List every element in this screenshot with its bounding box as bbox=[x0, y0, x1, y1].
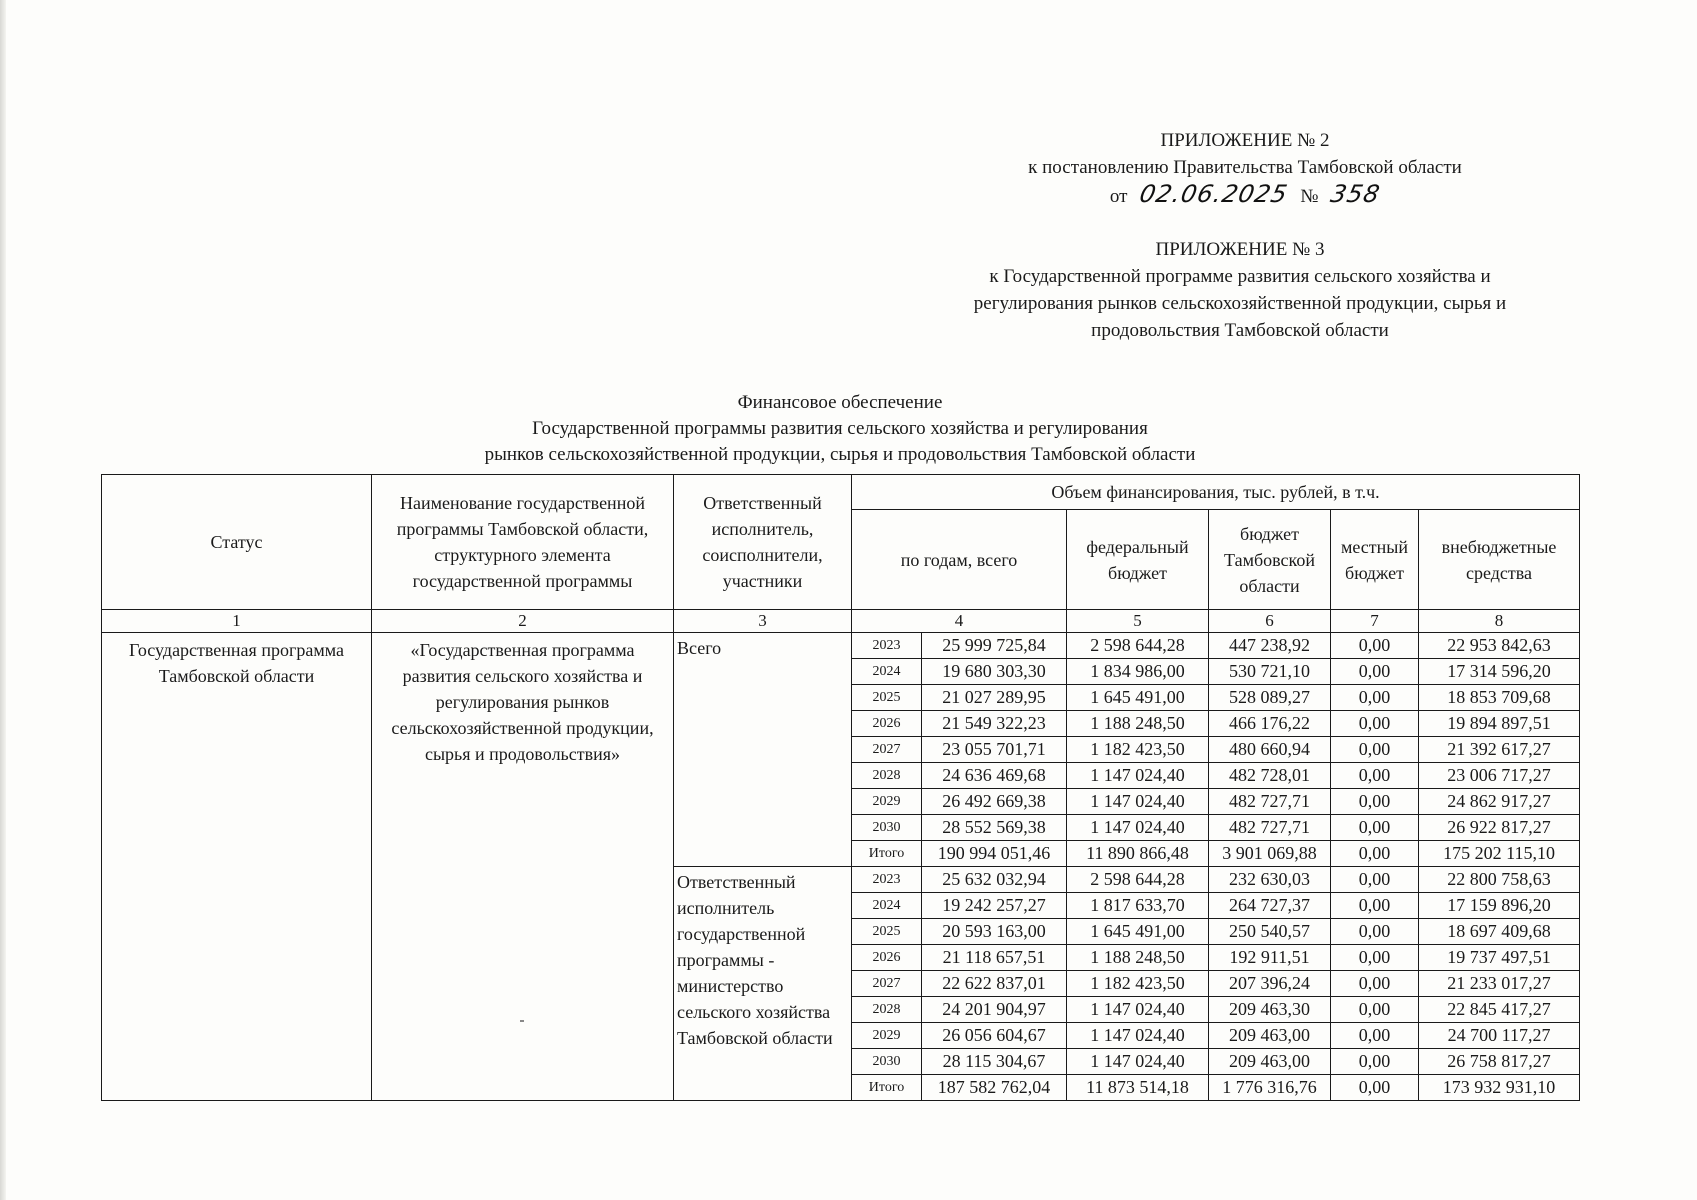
header-federal: федеральный бюджет bbox=[1067, 510, 1209, 610]
header-volume: Объем финансирования, тыс. рублей, в т.ч. bbox=[852, 475, 1580, 510]
title-line1: Финансовое обеспечение bbox=[737, 392, 943, 413]
local-cell: 0,00 bbox=[1331, 1023, 1419, 1049]
total-cell: 28 552 569,38 bbox=[922, 815, 1067, 841]
from-label: от bbox=[1109, 186, 1128, 207]
federal-cell: 1 147 024,40 bbox=[1067, 789, 1209, 815]
local-cell: 0,00 bbox=[1331, 737, 1419, 763]
federal-cell: 2 598 644,28 bbox=[1067, 633, 1209, 659]
handwritten-number: 358 bbox=[1328, 180, 1384, 208]
header-executor: Ответственный исполнитель, соисполнители, участники bbox=[674, 475, 852, 610]
total-cell: 21 118 657,51 bbox=[922, 945, 1067, 971]
federal-cell: 1 147 024,40 bbox=[1067, 815, 1209, 841]
extra-cell: 24 700 117,27 bbox=[1419, 1023, 1580, 1049]
regional-cell: 209 463,00 bbox=[1209, 1049, 1331, 1075]
year-cell: 2023 bbox=[852, 867, 922, 893]
federal-cell: 11 890 866,48 bbox=[1067, 841, 1209, 867]
extra-cell: 17 159 896,20 bbox=[1419, 893, 1580, 919]
header-by-years: по годам, всего bbox=[852, 510, 1067, 610]
regional-cell: 447 238,92 bbox=[1209, 633, 1331, 659]
extra-cell: 22 800 758,63 bbox=[1419, 867, 1580, 893]
year-cell: 2028 bbox=[852, 763, 922, 789]
regional-cell: 209 463,00 bbox=[1209, 1023, 1331, 1049]
year-cell: 2030 bbox=[852, 1049, 922, 1075]
year-cell: 2028 bbox=[852, 997, 922, 1023]
year-cell: 2030 bbox=[852, 815, 922, 841]
local-cell: 0,00 bbox=[1331, 867, 1419, 893]
appendix-3-line3: продовольствия Тамбовской области bbox=[1091, 320, 1389, 341]
total-cell: 22 622 837,01 bbox=[922, 971, 1067, 997]
local-cell: 0,00 bbox=[1331, 685, 1419, 711]
federal-cell: 1 147 024,40 bbox=[1067, 763, 1209, 789]
extra-cell: 19 737 497,51 bbox=[1419, 945, 1580, 971]
document-title bbox=[400, 390, 1280, 468]
regional-cell: 1 776 316,76 bbox=[1209, 1075, 1331, 1101]
program-name-cell: «Государственная программа развития сельского хозяйства и регулирования рынков сельскохозяйственной продукции, сырья и продовольствия» bbox=[372, 633, 674, 1101]
year-cell: 2024 bbox=[852, 659, 922, 685]
local-cell: 0,00 bbox=[1331, 711, 1419, 737]
federal-cell: 11 873 514,18 bbox=[1067, 1075, 1209, 1101]
federal-cell: 1 817 633,70 bbox=[1067, 893, 1209, 919]
year-cell: 2026 bbox=[852, 711, 922, 737]
financing-table bbox=[101, 474, 1580, 1101]
local-cell: 0,00 bbox=[1331, 997, 1419, 1023]
regional-cell: 232 630,03 bbox=[1209, 867, 1331, 893]
appendix-2-decree: к постановлению Правительства Тамбовской области bbox=[1028, 157, 1462, 178]
extra-cell: 23 006 717,27 bbox=[1419, 763, 1580, 789]
extra-cell: 22 845 417,27 bbox=[1419, 997, 1580, 1023]
title-line3: рынков сельскохозяйственной продукции, сырья и продовольствия Тамбовской области bbox=[484, 444, 1196, 465]
total-cell: 20 593 163,00 bbox=[922, 919, 1067, 945]
scan-mark bbox=[520, 1020, 524, 1022]
regional-cell: 209 463,30 bbox=[1209, 997, 1331, 1023]
header-local: местный бюджет bbox=[1331, 510, 1419, 610]
regional-cell: 466 176,22 bbox=[1209, 711, 1331, 737]
col-number: 5 bbox=[1067, 610, 1209, 633]
col-number: 1 bbox=[102, 610, 372, 633]
total-cell: 28 115 304,67 bbox=[922, 1049, 1067, 1075]
total-cell: 26 056 604,67 bbox=[922, 1023, 1067, 1049]
status-cell: Государственная программа Тамбовской области bbox=[102, 633, 372, 1101]
federal-cell: 1 147 024,40 bbox=[1067, 997, 1209, 1023]
year-cell: 2023 bbox=[852, 633, 922, 659]
year-cell: 2029 bbox=[852, 789, 922, 815]
year-cell: Итого bbox=[852, 1075, 922, 1101]
table-body bbox=[102, 633, 1580, 1101]
year-cell: Итого bbox=[852, 841, 922, 867]
federal-cell: 1 182 423,50 bbox=[1067, 737, 1209, 763]
local-cell: 0,00 bbox=[1331, 789, 1419, 815]
federal-cell: 1 188 248,50 bbox=[1067, 711, 1209, 737]
year-cell: 2025 bbox=[852, 919, 922, 945]
total-cell: 26 492 669,38 bbox=[922, 789, 1067, 815]
handwritten-date: 02.06.2025 bbox=[1137, 180, 1291, 208]
number-label: № bbox=[1300, 186, 1319, 207]
executor-cell: Всего bbox=[674, 633, 852, 867]
col-number: 8 bbox=[1419, 610, 1580, 633]
federal-cell: 1 188 248,50 bbox=[1067, 945, 1209, 971]
regional-cell: 3 901 069,88 bbox=[1209, 841, 1331, 867]
local-cell: 0,00 bbox=[1331, 633, 1419, 659]
appendix-2-block bbox=[1010, 127, 1480, 210]
year-cell: 2029 bbox=[852, 1023, 922, 1049]
header-regional: бюджет Тамбовской области bbox=[1209, 510, 1331, 610]
federal-cell: 2 598 644,28 bbox=[1067, 867, 1209, 893]
extra-cell: 21 233 017,27 bbox=[1419, 971, 1580, 997]
year-cell: 2027 bbox=[852, 737, 922, 763]
appendix-3-block bbox=[940, 236, 1540, 344]
title-line2: Государственной программы развития сельского хозяйства и регулирования bbox=[532, 418, 1148, 439]
executor-cell: Ответственный исполнитель государственной программы - министерство сельского хозяйства Тамбовской области bbox=[674, 867, 852, 1101]
total-cell: 25 999 725,84 bbox=[922, 633, 1067, 659]
local-cell: 0,00 bbox=[1331, 1075, 1419, 1101]
col-number: 6 bbox=[1209, 610, 1331, 633]
year-cell: 2025 bbox=[852, 685, 922, 711]
total-cell: 23 055 701,71 bbox=[922, 737, 1067, 763]
extra-cell: 173 932 931,10 bbox=[1419, 1075, 1580, 1101]
regional-cell: 530 721,10 bbox=[1209, 659, 1331, 685]
regional-cell: 528 089,27 bbox=[1209, 685, 1331, 711]
federal-cell: 1 834 986,00 bbox=[1067, 659, 1209, 685]
local-cell: 0,00 bbox=[1331, 945, 1419, 971]
local-cell: 0,00 bbox=[1331, 893, 1419, 919]
col-number: 2 bbox=[372, 610, 674, 633]
year-cell: 2027 bbox=[852, 971, 922, 997]
header-name: Наименование государственной программы Тамбовской области, структурного элемента государственной программы bbox=[372, 475, 674, 610]
total-cell: 21 027 289,95 bbox=[922, 685, 1067, 711]
total-cell: 21 549 322,23 bbox=[922, 711, 1067, 737]
extra-cell: 24 862 917,27 bbox=[1419, 789, 1580, 815]
total-cell: 25 632 032,94 bbox=[922, 867, 1067, 893]
decree-date-line bbox=[1010, 181, 1480, 210]
extra-cell: 21 392 617,27 bbox=[1419, 737, 1580, 763]
extra-cell: 18 697 409,68 bbox=[1419, 919, 1580, 945]
extra-cell: 17 314 596,20 bbox=[1419, 659, 1580, 685]
total-cell: 24 636 469,68 bbox=[922, 763, 1067, 789]
header-extra: внебюджетные средства bbox=[1419, 510, 1580, 610]
regional-cell: 480 660,94 bbox=[1209, 737, 1331, 763]
total-cell: 24 201 904,97 bbox=[922, 997, 1067, 1023]
regional-cell: 264 727,37 bbox=[1209, 893, 1331, 919]
federal-cell: 1 645 491,00 bbox=[1067, 685, 1209, 711]
regional-cell: 482 727,71 bbox=[1209, 815, 1331, 841]
total-cell: 190 994 051,46 bbox=[922, 841, 1067, 867]
regional-cell: 482 727,71 bbox=[1209, 789, 1331, 815]
total-cell: 19 242 257,27 bbox=[922, 893, 1067, 919]
local-cell: 0,00 bbox=[1331, 971, 1419, 997]
federal-cell: 1 147 024,40 bbox=[1067, 1023, 1209, 1049]
scan-edge bbox=[0, 0, 6, 1200]
total-cell: 19 680 303,30 bbox=[922, 659, 1067, 685]
appendix-3-title: ПРИЛОЖЕНИЕ № 3 bbox=[1155, 239, 1325, 260]
local-cell: 0,00 bbox=[1331, 841, 1419, 867]
appendix-3-line2: регулирования рынков сельскохозяйственной продукции, сырья и bbox=[973, 293, 1507, 314]
regional-cell: 207 396,24 bbox=[1209, 971, 1331, 997]
federal-cell: 1 645 491,00 bbox=[1067, 919, 1209, 945]
total-cell: 187 582 762,04 bbox=[922, 1075, 1067, 1101]
extra-cell: 26 922 817,27 bbox=[1419, 815, 1580, 841]
regional-cell: 250 540,57 bbox=[1209, 919, 1331, 945]
regional-cell: 192 911,51 bbox=[1209, 945, 1331, 971]
regional-cell: 482 728,01 bbox=[1209, 763, 1331, 789]
extra-cell: 19 894 897,51 bbox=[1419, 711, 1580, 737]
table-row bbox=[102, 633, 1580, 659]
year-cell: 2024 bbox=[852, 893, 922, 919]
extra-cell: 26 758 817,27 bbox=[1419, 1049, 1580, 1075]
appendix-2-title: ПРИЛОЖЕНИЕ № 2 bbox=[1160, 130, 1330, 151]
local-cell: 0,00 bbox=[1331, 763, 1419, 789]
extra-cell: 18 853 709,68 bbox=[1419, 685, 1580, 711]
local-cell: 0,00 bbox=[1331, 1049, 1419, 1075]
local-cell: 0,00 bbox=[1331, 659, 1419, 685]
col-number: 7 bbox=[1331, 610, 1419, 633]
extra-cell: 175 202 115,10 bbox=[1419, 841, 1580, 867]
col-number: 3 bbox=[674, 610, 852, 633]
header-status: Статус bbox=[102, 475, 372, 610]
local-cell: 0,00 bbox=[1331, 815, 1419, 841]
appendix-3-line1: к Государственной программе развития сельского хозяйства и bbox=[989, 266, 1491, 287]
federal-cell: 1 182 423,50 bbox=[1067, 971, 1209, 997]
local-cell: 0,00 bbox=[1331, 919, 1419, 945]
col-number: 4 bbox=[852, 610, 1067, 633]
federal-cell: 1 147 024,40 bbox=[1067, 1049, 1209, 1075]
extra-cell: 22 953 842,63 bbox=[1419, 633, 1580, 659]
year-cell: 2026 bbox=[852, 945, 922, 971]
